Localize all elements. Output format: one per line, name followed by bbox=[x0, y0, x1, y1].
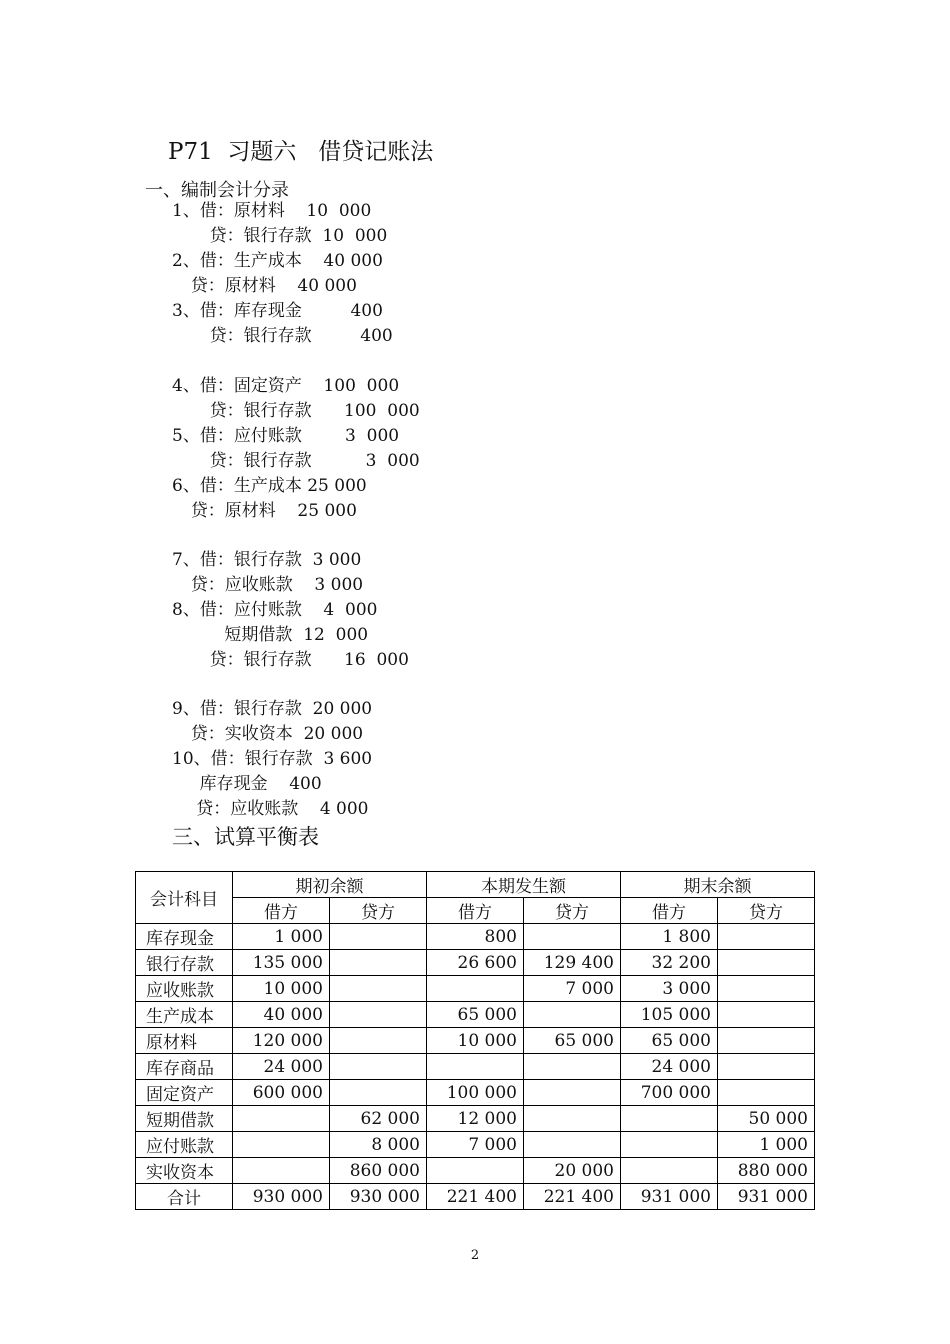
subheader-debit: 借方 bbox=[621, 898, 718, 924]
table-cell: 105 000 bbox=[621, 1002, 718, 1028]
table-row bbox=[136, 1028, 815, 1054]
journal-line: 贷：银行存款 100 000 bbox=[188, 401, 420, 421]
table-cell: 10 000 bbox=[233, 976, 330, 1002]
journal-line: 3、借：库存现金 400 bbox=[172, 301, 383, 321]
header-account: 会计科目 bbox=[136, 872, 233, 924]
account-name: 生产成本 bbox=[136, 1002, 233, 1028]
table-cell: 860 000 bbox=[330, 1158, 427, 1184]
table-cell bbox=[718, 950, 815, 976]
account-name: 库存现金 bbox=[136, 924, 233, 950]
table-cell: 930 000 bbox=[233, 1184, 330, 1210]
table-cell: 135 000 bbox=[233, 950, 330, 976]
journal-line: 贷：原材料 25 000 bbox=[180, 501, 357, 521]
table-cell: 40 000 bbox=[233, 1002, 330, 1028]
table-cell: 800 bbox=[427, 924, 524, 950]
account-name: 应收账款 bbox=[136, 976, 233, 1002]
table-cell: 600 000 bbox=[233, 1080, 330, 1106]
table-cell: 50 000 bbox=[718, 1106, 815, 1132]
table-cell: 129 400 bbox=[524, 950, 621, 976]
table-cell bbox=[330, 924, 427, 950]
account-name: 银行存款 bbox=[136, 950, 233, 976]
table-row bbox=[136, 950, 815, 976]
table-cell bbox=[524, 1002, 621, 1028]
account-name: 库存商品 bbox=[136, 1054, 233, 1080]
account-name: 应付账款 bbox=[136, 1132, 233, 1158]
journal-line: 7、借：银行存款 3 000 bbox=[172, 550, 362, 570]
table-row bbox=[136, 976, 815, 1002]
table-row bbox=[136, 1132, 815, 1158]
account-name: 固定资产 bbox=[136, 1080, 233, 1106]
table-cell: 120 000 bbox=[233, 1028, 330, 1054]
table-cell: 10 000 bbox=[427, 1028, 524, 1054]
journal-line: 10、借：银行存款 3 600 bbox=[172, 749, 373, 769]
table-cell bbox=[330, 1054, 427, 1080]
section-heading-trial-balance: 三、试算平衡表 bbox=[172, 825, 319, 849]
table-cell: 100 000 bbox=[427, 1080, 524, 1106]
table-cell: 32 200 bbox=[621, 950, 718, 976]
table-cell bbox=[621, 1158, 718, 1184]
table-cell: 8 000 bbox=[330, 1132, 427, 1158]
table-cell: 1 800 bbox=[621, 924, 718, 950]
account-name: 原材料 bbox=[136, 1028, 233, 1054]
journal-line: 贷：银行存款 3 000 bbox=[188, 451, 420, 471]
table-cell: 930 000 bbox=[330, 1184, 427, 1210]
journal-line: 8、借：应付账款 4 000 bbox=[172, 600, 378, 620]
table-cell: 7 000 bbox=[427, 1132, 524, 1158]
table-cell bbox=[718, 1080, 815, 1106]
table-cell: 221 400 bbox=[524, 1184, 621, 1210]
journal-line: 5、借：应付账款 3 000 bbox=[172, 426, 400, 446]
table-cell bbox=[233, 1132, 330, 1158]
table-row bbox=[136, 1054, 815, 1080]
table-cell: 1 000 bbox=[718, 1132, 815, 1158]
header-period-amount: 本期发生额 bbox=[427, 872, 621, 898]
table-cell bbox=[524, 924, 621, 950]
table-cell bbox=[427, 1054, 524, 1080]
section-heading-journal: 一、编制会计分录 bbox=[145, 180, 289, 201]
table-cell bbox=[233, 1158, 330, 1184]
journal-line: 贷：原材料 40 000 bbox=[180, 276, 357, 296]
journal-line: 贷：银行存款 16 000 bbox=[188, 650, 409, 670]
page-title: P71 习题六 借贷记账法 bbox=[168, 139, 434, 165]
table-cell: 7 000 bbox=[524, 976, 621, 1002]
journal-line: 贷：实收资本 20 000 bbox=[180, 724, 364, 744]
trial-balance-table bbox=[135, 871, 815, 1210]
table-cell bbox=[718, 924, 815, 950]
table-row bbox=[136, 1080, 815, 1106]
table-cell: 700 000 bbox=[621, 1080, 718, 1106]
total-label: 合计 bbox=[136, 1184, 233, 1210]
table-subheader-row bbox=[136, 898, 815, 924]
table-cell bbox=[330, 1002, 427, 1028]
table-cell bbox=[621, 1132, 718, 1158]
table-cell bbox=[233, 1106, 330, 1132]
table-row bbox=[136, 1158, 815, 1184]
table-cell bbox=[427, 1158, 524, 1184]
journal-line: 贷：银行存款 400 bbox=[188, 326, 393, 346]
subheader-credit: 贷方 bbox=[330, 898, 427, 924]
account-name: 实收资本 bbox=[136, 1158, 233, 1184]
table-cell: 931 000 bbox=[718, 1184, 815, 1210]
table-cell: 65 000 bbox=[524, 1028, 621, 1054]
table-cell: 20 000 bbox=[524, 1158, 621, 1184]
subheader-credit: 贷方 bbox=[524, 898, 621, 924]
journal-line: 短期借款 12 000 bbox=[192, 625, 369, 645]
table-cell: 62 000 bbox=[330, 1106, 427, 1132]
table-row bbox=[136, 924, 815, 950]
header-closing-balance: 期末余额 bbox=[621, 872, 815, 898]
table-cell: 24 000 bbox=[621, 1054, 718, 1080]
table-cell bbox=[621, 1106, 718, 1132]
table-cell bbox=[718, 1054, 815, 1080]
table-total-row bbox=[136, 1184, 815, 1210]
table-cell bbox=[524, 1054, 621, 1080]
table-body bbox=[136, 924, 815, 1184]
table-cell bbox=[427, 976, 524, 1002]
table-row bbox=[136, 1106, 815, 1132]
table-cell: 221 400 bbox=[427, 1184, 524, 1210]
page-number: 2 bbox=[470, 1248, 480, 1263]
table-cell bbox=[330, 1028, 427, 1054]
table-cell: 65 000 bbox=[427, 1002, 524, 1028]
table-cell bbox=[718, 1002, 815, 1028]
subheader-credit: 贷方 bbox=[718, 898, 815, 924]
table-cell bbox=[524, 1132, 621, 1158]
journal-line: 4、借：固定资产 100 000 bbox=[172, 376, 400, 396]
table-cell bbox=[330, 950, 427, 976]
journal-line: 贷：应收账款 3 000 bbox=[180, 575, 364, 595]
journal-line: 2、借：生产成本 40 000 bbox=[172, 251, 383, 271]
table-cell: 12 000 bbox=[427, 1106, 524, 1132]
journal-line: 库存现金 400 bbox=[178, 774, 322, 794]
table-cell: 24 000 bbox=[233, 1054, 330, 1080]
table-cell: 65 000 bbox=[621, 1028, 718, 1054]
journal-line: 6、借：生产成本 25 000 bbox=[172, 476, 367, 496]
table-cell bbox=[718, 1028, 815, 1054]
journal-line: 贷：银行存款 10 000 bbox=[188, 226, 388, 246]
table-cell: 26 600 bbox=[427, 950, 524, 976]
journal-line: 9、借：银行存款 20 000 bbox=[172, 699, 373, 719]
table-cell bbox=[330, 1080, 427, 1106]
table-cell: 880 000 bbox=[718, 1158, 815, 1184]
table-cell bbox=[718, 976, 815, 1002]
journal-line: 贷：应收账款 4 000 bbox=[180, 799, 369, 819]
table-cell bbox=[330, 976, 427, 1002]
table-cell: 3 000 bbox=[621, 976, 718, 1002]
table-cell: 1 000 bbox=[233, 924, 330, 950]
header-opening-balance: 期初余额 bbox=[233, 872, 427, 898]
table-cell bbox=[524, 1106, 621, 1132]
journal-line: 1、借：原材料 10 000 bbox=[172, 201, 372, 221]
table-header-row bbox=[136, 872, 815, 898]
subheader-debit: 借方 bbox=[427, 898, 524, 924]
subheader-debit: 借方 bbox=[233, 898, 330, 924]
account-name: 短期借款 bbox=[136, 1106, 233, 1132]
table-cell bbox=[524, 1080, 621, 1106]
table-cell: 931 000 bbox=[621, 1184, 718, 1210]
table-row bbox=[136, 1002, 815, 1028]
